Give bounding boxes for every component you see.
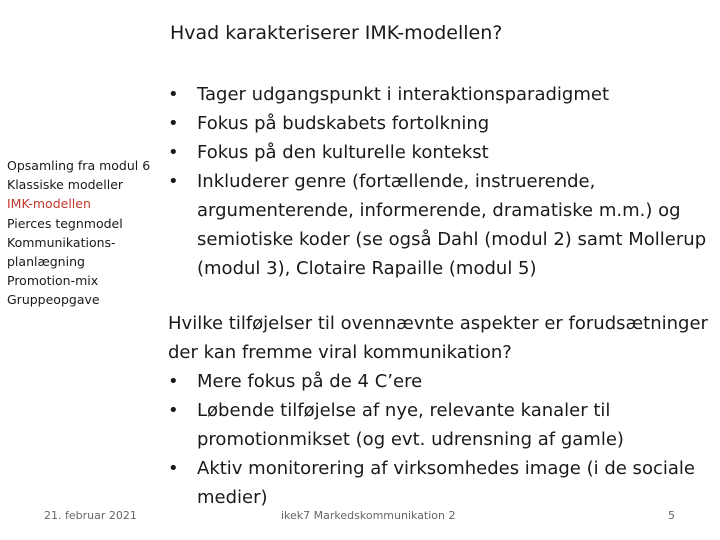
sidebar-nav xyxy=(7,156,150,310)
sidebar-item-gruppeopgave[interactable]: Gruppeopgave xyxy=(7,292,100,308)
sidebar-item-pierces-tegnmodel[interactable]: Pierces tegnmodel xyxy=(7,215,123,231)
sidebar-item-kommunikations[interactable]: Kommunikations- xyxy=(7,234,116,250)
question-block xyxy=(168,309,716,512)
additions-list xyxy=(168,367,716,512)
sidebar-item-imk-modellen[interactable]: IMK-modellen xyxy=(7,196,91,212)
slide-title: Hvad karakteriserer IMK-modellen? xyxy=(170,22,503,44)
list-item: • Fokus på budskabets fortolkning xyxy=(168,109,713,138)
page-number: 5 xyxy=(668,509,675,522)
sidebar-item-opsamling[interactable]: Opsamling fra modul 6 xyxy=(7,158,151,173)
list-item: • Inkluderer genre (fortællende, instruerende, argumenterende, informerende, dramatiske m.m.) og semiotiske koder (se også Dahl (modul 2) samt Mollerup (modul 3), Clotaire Rapaille (modul 5) xyxy=(168,167,713,283)
list-item: • Løbende tilføjelse af nye, relevante kanaler til promotionmikset (og evt. udrensning af gamle) xyxy=(168,396,716,454)
sidebar-item-klassiske-modeller[interactable]: Klassiske modeller xyxy=(7,177,124,193)
list-item: • Aktiv monitorering af virksomhedes image (i de sociale medier) xyxy=(168,454,716,512)
question-text: Hvilke tilføjelser til ovennævnte aspekter er forudsætninger der kan fremme viral kommunikation? xyxy=(168,313,708,363)
list-item: • Fokus på den kulturelle kontekst xyxy=(168,138,713,167)
list-item: • Mere fokus på de 4 C’ere xyxy=(168,367,716,396)
sidebar-item-planlaegning[interactable]: planlægning xyxy=(7,254,85,270)
characteristics-list xyxy=(168,80,713,283)
list-item: • Tager udgangspunkt i interaktionsparadigmet xyxy=(168,80,713,109)
footer-course: ikek7 Markedskommunikation 2 xyxy=(281,509,456,522)
sidebar-item-promotion-mix[interactable]: Promotion-mix xyxy=(7,273,99,289)
footer-date: 21. februar 2021 xyxy=(44,509,137,522)
